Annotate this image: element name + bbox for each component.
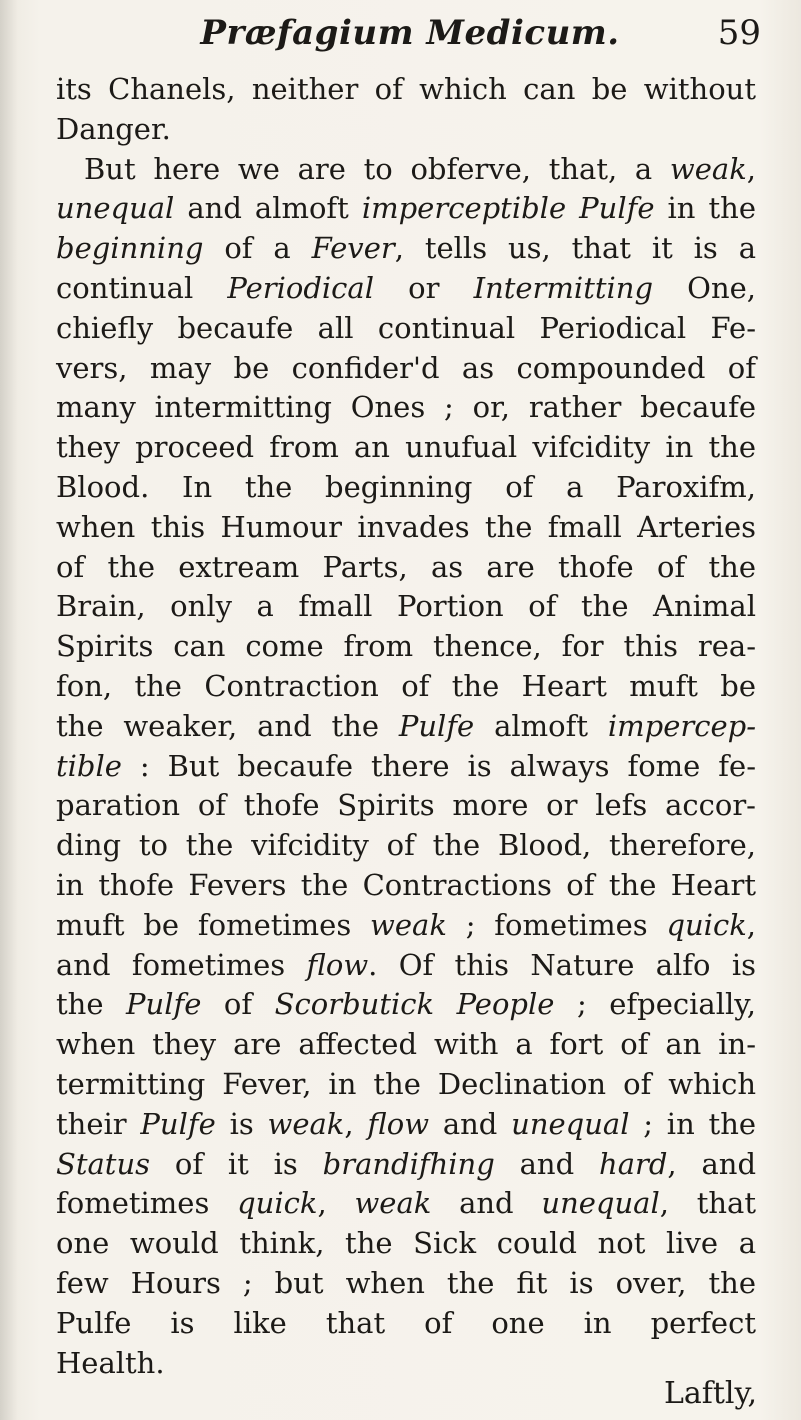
- text-line: [56, 1145, 756, 1185]
- text-run: the: [56, 987, 127, 1022]
- text-line: [56, 946, 756, 986]
- italic-phrase: weak: [267, 1106, 345, 1141]
- text-line: [56, 548, 756, 588]
- text-run: fon, the Contraction of the Heart muft be: [56, 668, 756, 703]
- text-run: almoft: [474, 708, 608, 743]
- text-line: [56, 1304, 756, 1344]
- text-run: and: [494, 1146, 600, 1181]
- text-run: or: [374, 270, 474, 305]
- italic-phrase: Pulfe: [398, 708, 475, 743]
- text-run: in thofe Fevers the Contractions of the Heart: [56, 867, 756, 902]
- text-run: and: [429, 1106, 512, 1141]
- catchword: Laftly,: [663, 1376, 757, 1411]
- text-run: when this Humour invades the fmall Arteries: [56, 509, 756, 544]
- text-run: Spirits can come from thence, for this rea-: [56, 629, 756, 664]
- italic-phrase: unequal: [56, 191, 175, 226]
- text-line: [56, 70, 756, 110]
- text-run: of the extream Parts, as are thofe of the: [56, 549, 756, 584]
- text-run: they proceed from an unufual vifcidity in the: [56, 430, 756, 465]
- text-run: , that: [659, 1186, 757, 1221]
- text-run: of it is: [150, 1146, 323, 1181]
- italic-phrase: Periodical: [227, 270, 374, 305]
- running-head: Præfagium Medicum.: [200, 13, 620, 53]
- italic-phrase: Pulfe: [126, 987, 202, 1022]
- italic-phrase: beginning: [56, 231, 204, 266]
- text-run: : But becaufe there is always fome fe-: [121, 748, 756, 783]
- text-run: and: [431, 1186, 542, 1221]
- text-line: [56, 428, 756, 468]
- text-run: fometimes: [56, 1186, 238, 1221]
- text-run: Blood. In the beginning of a Paroxifm,: [56, 469, 756, 504]
- italic-phrase: Pulfe: [140, 1106, 216, 1141]
- text-run: vers, may be confider'd as compounded of: [56, 350, 756, 385]
- text-run: . Of this Nature alfo is: [368, 947, 756, 982]
- text-run: Brain, only a fmall Portion of the Animal: [56, 589, 756, 624]
- text-run: the weaker, and the: [56, 708, 399, 743]
- text-line: [56, 388, 756, 428]
- italic-phrase: quick: [237, 1186, 318, 1221]
- italic-phrase: weak: [669, 151, 747, 186]
- italic-phrase: Status: [56, 1146, 151, 1181]
- text-run: , tells us, that it is a: [394, 231, 756, 266]
- text-line: [56, 1184, 756, 1224]
- text-run: ,: [746, 151, 756, 186]
- text-run: in the: [654, 191, 756, 226]
- italic-phrase: Scorbutick People: [274, 987, 555, 1022]
- text-run: termitting Fever, in the Declination of which: [56, 1066, 756, 1101]
- text-line: [56, 1065, 756, 1105]
- text-run: and fometimes: [56, 947, 307, 982]
- text-line: [56, 110, 756, 150]
- italic-phrase: Fever: [311, 231, 395, 266]
- text-run: One,: [653, 270, 756, 305]
- text-line: [56, 667, 756, 707]
- text-run: its Chanels, neither of which can be without: [56, 72, 756, 106]
- text-line: [56, 309, 756, 349]
- text-run: Health.: [56, 1345, 165, 1380]
- text-run: , and: [667, 1146, 757, 1181]
- text-line: [56, 627, 756, 667]
- text-run: muft be fometimes: [56, 907, 371, 942]
- text-line: [56, 985, 756, 1025]
- italic-phrase: weak: [354, 1186, 432, 1221]
- text-line: [56, 189, 756, 229]
- text-run: ,: [344, 1106, 368, 1141]
- text-line: [56, 587, 756, 627]
- italic-phrase: imperceptible Pulfe: [361, 191, 655, 226]
- text-run: is: [215, 1106, 268, 1141]
- text-run: ; efpecially,: [554, 987, 756, 1022]
- italic-phrase: tible: [56, 748, 122, 783]
- text-run: Pulfe is like that of one in perfect: [56, 1305, 756, 1340]
- italic-phrase: flow: [306, 947, 369, 982]
- text-line: [56, 1025, 756, 1065]
- text-line: [56, 508, 756, 548]
- italic-phrase: hard: [599, 1146, 668, 1181]
- text-line: [56, 1105, 756, 1145]
- text-run: ; fometimes: [446, 907, 667, 942]
- italic-phrase: weak: [370, 907, 447, 942]
- text-run: paration of thofe Spirits more or lefs accor-: [56, 788, 756, 823]
- text-run: ding to the vifcidity of the Blood, therefore,: [56, 828, 756, 863]
- text-run: But here we are to obferve, that, a: [84, 151, 670, 186]
- text-line: [56, 349, 756, 389]
- text-line: [56, 906, 756, 946]
- text-line: [56, 150, 756, 190]
- italic-phrase: flow: [367, 1106, 430, 1141]
- gutter-shadow: [0, 0, 18, 1420]
- italic-phrase: quick: [666, 907, 747, 942]
- text-run: ,: [317, 1186, 355, 1221]
- italic-phrase: impercep-: [607, 708, 756, 743]
- text-run: of a: [203, 231, 312, 266]
- text-run: Danger.: [56, 111, 171, 146]
- text-line: [56, 269, 756, 309]
- text-line: [56, 229, 756, 269]
- text-line: [56, 468, 756, 508]
- text-run: ; in the: [629, 1106, 757, 1141]
- text-run: ,: [746, 907, 756, 942]
- text-line: [56, 747, 756, 787]
- text-line: [56, 707, 756, 747]
- text-run: many intermitting Ones ; or, rather becaufe: [56, 390, 756, 425]
- italic-phrase: brandifhing: [322, 1146, 495, 1181]
- italic-phrase: Intermitting: [473, 270, 654, 305]
- italic-phrase: unequal: [511, 1106, 630, 1141]
- text-line: [56, 1224, 756, 1264]
- text-run: of: [201, 987, 275, 1022]
- text-run: one would think, the Sick could not live a: [56, 1226, 756, 1261]
- text-line: [56, 866, 756, 906]
- text-run: few Hours ; but when the fit is over, the: [56, 1265, 756, 1300]
- text-line: [56, 786, 756, 826]
- text-line: [56, 1344, 756, 1384]
- text-run: and almoft: [174, 191, 362, 226]
- text-run: continual: [56, 270, 228, 305]
- italic-phrase: unequal: [541, 1186, 660, 1221]
- text-line: [56, 826, 756, 866]
- text-line: [56, 1264, 756, 1304]
- body-text: [56, 70, 756, 1383]
- page-header: [0, 8, 801, 68]
- text-run: their: [56, 1106, 141, 1141]
- text-run: chiefly becaufe all continual Periodical Fe-: [56, 310, 756, 345]
- page-number: 59: [717, 13, 761, 53]
- text-run: when they are affected with a fort of an in-: [56, 1027, 756, 1062]
